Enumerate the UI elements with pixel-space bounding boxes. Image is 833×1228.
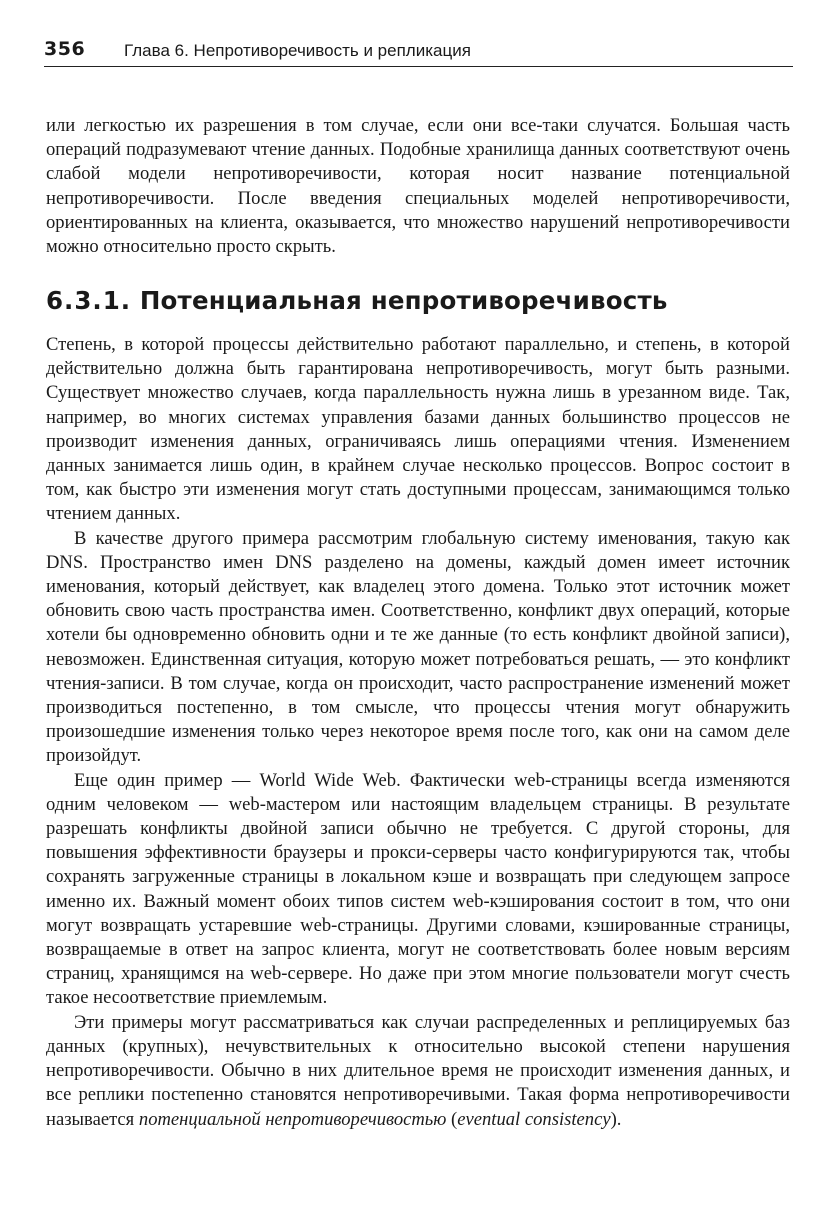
term-russian: потенциальной непротиворечивостью: [138, 1108, 447, 1130]
paren-close: ).: [610, 1108, 622, 1130]
paragraph-4-text: Эти примеры могут рассматриваться как случаи распределенных и реплицируемых баз данных (крупных), нечувствительных к относительно высокой степени нарушения непротиворечивости. Обычно в них длительное время не происходит изменения данных, и все реплики постепенно становятся непротиворечивыми. Такая форма непротиворечивости называется: [46, 1011, 790, 1130]
intro-paragraph: или легкостью их разрешения в том случае, если они все-таки случатся. Большая часть операций подразумевают чтение данных. Подобные хранилища данных соответствуют очень слабой модели непротиворечивости, которая носит название потенциальной непротиворечивости. После введения специальных моделей непротиворечивости, ориентированных на клиента, оказывается, что множество нарушений непротиворечивости можно относительно просто скрыть.: [46, 115, 790, 258]
page-number: 356: [44, 38, 86, 60]
section-heading: [46, 286, 668, 315]
body-paragraph-4: [46, 1011, 790, 1132]
intro-text-block: [46, 114, 790, 259]
body-paragraph-3: Еще один пример — World Wide Web. Фактически web-страницы всегда изменяются одним человеком — web-мастером или настоящим владельцем страницы. В результате разрешать конфликты двойной записи обычно не требуется. С другой стороны, для повышения эффективности браузеры и прокси-серверы часто конфигурируются так, чтобы сохранять загруженные страницы в локальном кэше и возвращать при следующем запросе именно их. Важный момент обоих типов систем web-кэширования состоит в том, что они могут возвращать устаревшие web-страницы. Другими словами, кэшированные страницы, возвращаемые в ответ на запрос клиента, могут не соответствовать более новым версиям страниц, хранящимся на web-сервере. Но даже при этом многие пользователи могут счесть такое несоответствие приемлемым.: [46, 769, 790, 1009]
section-body: [46, 333, 790, 1132]
paren-open: (: [446, 1108, 458, 1130]
term-english: eventual consistency: [457, 1108, 611, 1130]
body-paragraph-2: В качестве другого примера рассмотрим глобальную систему именования, такую как DNS. Пространство имен DNS разделено на домены, каждый домен имеет источник именования, который действует, как владелец этого домена. Только этот источник может обновить свою часть пространства имен. Соответственно, конфликт двух операций, которые хотели бы одновременно обновить одни и те же данные (то есть конфликт двойной записи), невозможен. Единственная ситуация, которую может потребоваться решать, — это конфликт чтения-записи. В том случае, когда он происходит, часто распространение изменений может производиться постепенно, в том смысле, что процессы чтения могут обнаружить произошедшие изменения только через некоторое время после того, как они на самом деле произойдут.: [46, 527, 790, 767]
body-paragraph-1: Степень, в которой процессы действительно работают параллельно, и степень, в которой действительно должна быть гарантирована непротиворечивость, могут быть разными. Существует множество случаев, когда параллельность нужна лишь в урезанном виде. Так, например, во многих системах управления базами данных большинство процессов не производит изменения данных, ограничиваясь лишь операциями чтения. Изменением данных занимается лишь один, в крайнем случае несколько процессов. Вопрос состоит в том, как быстро эти изменения могут стать доступными процессам, занимающимся только чтением данных.: [46, 334, 790, 525]
section-number: 6.3.1.: [46, 286, 132, 315]
chapter-title: Глава 6. Непротиворечивость и репликация: [124, 41, 471, 60]
running-header: [44, 36, 793, 67]
section-title: Потенциальная непротиворечивость: [139, 286, 668, 315]
